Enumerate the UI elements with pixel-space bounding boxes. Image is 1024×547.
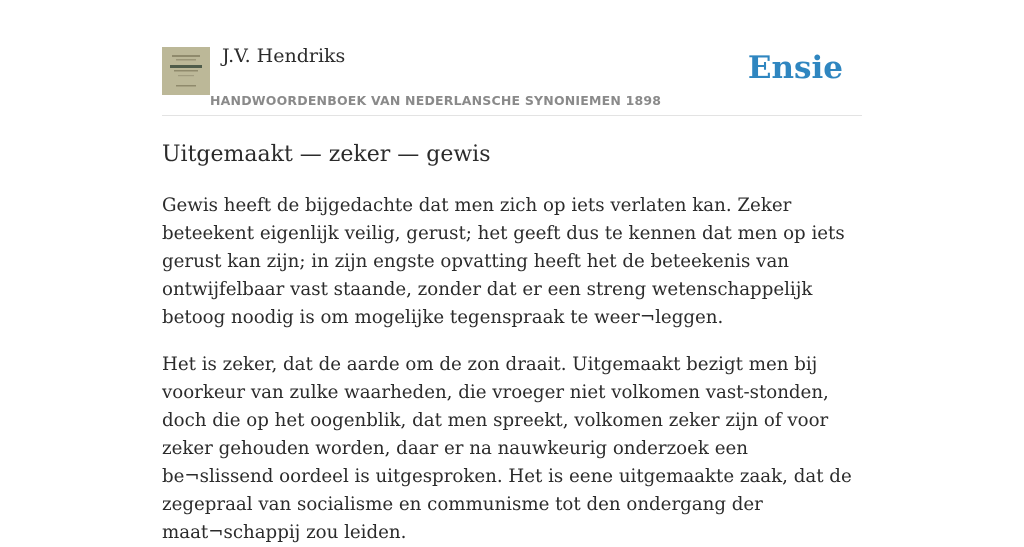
- paragraph: Gewis heeft de bijgedachte dat men zich op iets verlaten kan. Zeker beteekent eigenlijk veilig, gerust; het geeft dus te kennen dat men op iets gerust kan zijn; in zijn engste opvatting heeft het de beteekenis van ontwijfelbaar vast staande, zonder dat er een streng wetenschappelijk betoog noodig is om mogelijke tegenspraak te weer¬leggen.: [162, 195, 845, 328]
- article-container: [162, 0, 862, 547]
- article-title: Uitgemaakt — zeker — gewis: [162, 142, 491, 167]
- book-cover-icon: [162, 47, 210, 95]
- header: [162, 0, 862, 116]
- avatar[interactable]: [162, 47, 210, 95]
- author-name[interactable]: J.V. Hendriks: [222, 45, 346, 67]
- paragraph: Het is zeker, dat de aarde om de zon draait. Uitgemaakt bezigt men bij voorkeur van zulke waarheden, die vroeger niet volkomen vast-stonden, doch die op het oogenblik, dat men spreekt, volkomen zeker zijn of voor zeker gehouden worden, daar er na nauwkeurig onderzoek een be¬slissend oordeel is uitgesproken. Het is eene uitgemaakte zaak, dat de zegepraal van socialisme en communisme tot den ondergang der maat¬schappij zou leiden.: [162, 354, 852, 543]
- brand-logo[interactable]: Ensie: [747, 50, 843, 86]
- source-title[interactable]: HANDWOORDENBOEK VAN NEDERLANSCHE SYNONIEMEN 1898: [210, 93, 662, 108]
